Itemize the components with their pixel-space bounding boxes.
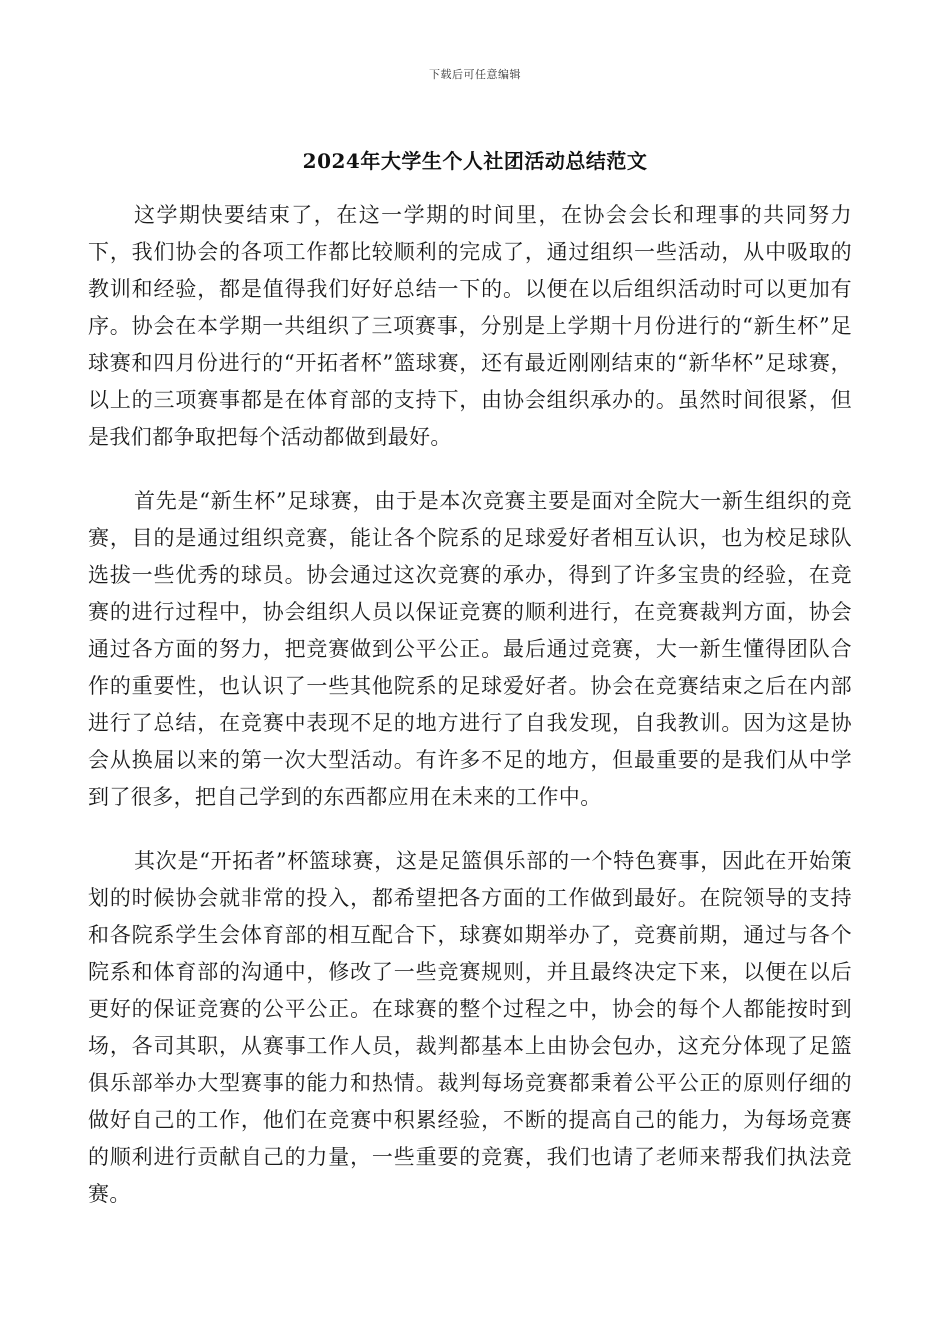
paragraph-freshman-cup: 首先是“新生杯”足球赛，由于是本次竞赛主要是面对全院大一新生组织的竞赛，目的是通过组织竞赛，能让各个院系的足球爱好者相互认识，也为校足球队选拔一些优秀的球员。协会通过这次竞赛的承办，得到了许多宝贵的经验，在竞赛的进行过程中，协会组织人员以保证竞赛的顺利进行，在竞赛裁判方面，协会通过各方面的努力，把竞赛做到公平公正。最后通过竞赛，大一新生懂得团队合作的重要性，也认识了一些其他院系的足球爱好者。协会在竞赛结束之后在内部进行了总结，在竞赛中表现不足的地方进行了自我发现，自我教训。因为这是协会从换届以来的第一次大型活动。有许多不足的地方，但最重要的是我们从中学到了很多，把自己学到的东西都应用在未来的工作中。 [88, 489, 852, 809]
document-title: 2024年大学生个人社团活动总结范文 [302, 149, 648, 173]
paragraph-intro: 这学期快要结束了，在这一学期的时间里，在协会会长和理事的共同努力下，我们协会的各项工作都比较顺利的完成了，通过组织一些活动，从中吸取的教训和经验，都是值得我们好好总结一下的。以便在以后组织活动时可以更加有序。协会在本学期一共组织了三项赛事，分别是上学期十月份进行的“新生杯”足球赛和四月份进行的“开拓者杯”篮球赛，还有最近刚刚结束的“新华杯”足球赛，以上的三项赛事都是在体育部的支持下，由协会组织承办的。虽然时间很紧，但是我们都争取把每个活动都做到最好。 [88, 203, 852, 449]
document-body [88, 197, 852, 1213]
paragraph-pioneer-cup: 其次是“开拓者”杯篮球赛，这是足篮俱乐部的一个特色赛事，因此在开始策划的时候协会就非常的投入，都希望把各方面的工作做到最好。在院领导的支持和各院系学生会体育部的相互配合下，球赛如期举办了，竞赛前期，通过与各个院系和体育部的沟通中，修改了一些竞赛规则，并且最终决定下来，以便在以后更好的保证竞赛的公平公正。在球赛的整个过程之中，协会的每个人都能按时到场，各司其职，从赛事工作人员，裁判都基本上由协会包办，这充分体现了足篮俱乐部举办大型赛事的能力和热情。裁判每场竞赛都秉着公平公正的原则仔细的做好自己的工作，他们在竞赛中积累经验，不断的提高自己的能力，为每场竞赛的顺利进行贡献自己的力量，一些重要的竞赛，我们也请了老师来帮我们执法竞赛。 [88, 849, 852, 1206]
header-note: 下载后可任意编辑 [429, 68, 521, 81]
